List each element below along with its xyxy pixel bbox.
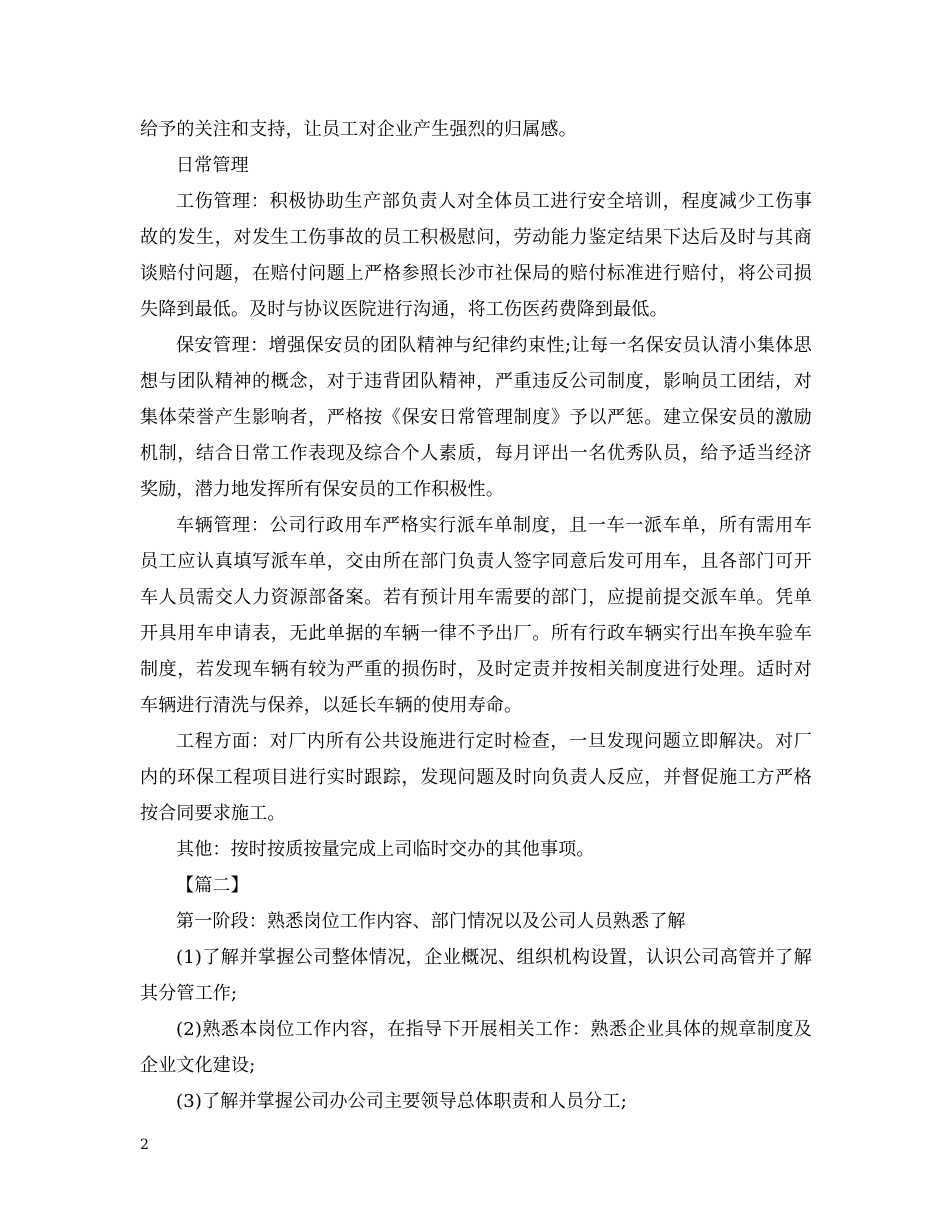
heading-daily-management: 日常管理 (176, 155, 249, 176)
list-item-3: (3)了解并掌握公司办公司主要领导总体职责和人员分工; (176, 1091, 627, 1112)
paragraph-injury-management: 工伤管理：积极协助生产部负责人对全体员工进行安全培训，程度减少工伤事故的发生，对发生工伤事故的员工积极慰问，劳动能力鉴定结果下达后及时与其商谈赔付问题，在赔付问题上严格参照长沙市社保局的赔付标准进行赔付，将公司损失降到最低。及时与协议医院进行沟通，将工伤医药费降到最低。 (140, 191, 812, 320)
list-item-2: (2)熟悉本岗位工作内容，在指导下开展相关工作：熟悉企业具体的规章制度及企业文化建设; (140, 1019, 812, 1076)
paragraph-engineering: 工程方面：对厂内所有公共设施进行定时检查，一旦发现问题立即解决。对厂内的环保工程项目进行实时跟踪，发现问题及时向负责人反应，并督促施工方严格按合同要求施工。 (140, 731, 812, 824)
document-body (140, 112, 812, 1120)
paragraph-stage-one: 第一阶段：熟悉岗位工作内容、部门情况以及公司人员熟悉了解 (176, 911, 686, 932)
section-heading-part-two: 【篇二】 (176, 875, 249, 896)
paragraph-other: 其他：按时按质按量完成上司临时交办的其他事项。 (176, 839, 595, 860)
page-number: 2 (140, 1137, 149, 1153)
list-item-1: (1)了解并掌握公司整体情况，企业概况、组织机构设置，认识公司高管并了解其分管工作; (140, 947, 812, 1004)
paragraph-vehicle-management: 车辆管理：公司行政用车严格实行派车单制度，且一车一派车单，所有需用车员工应认真填写派车单，交由所在部门负责人签字同意后发可用车，且各部门可开车人员需交人力资源部备案。若有预计用车需要的部门，应提前提交派车单。凭单开具用车申请表，无此单据的车辆一律不予出厂。所有行政车辆实行出车换车验车制度，若发现车辆有较为严重的损伤时，及时定责并按相关制度进行处理。适时对车辆进行清洗与保养，以延长车辆的使用寿命。 (140, 515, 812, 716)
paragraph-continuation: 给予的关注和支持，让员工对企业产生强烈的归属感。 (140, 119, 577, 140)
paragraph-security-management: 保安管理：增强保安员的团队精神与纪律约束性;让每一名保安员认清小集体思想与团队精神的概念，对于违背团队精神，严重违反公司制度，影响员工团结，对集体荣誉产生影响者，严格按《保安日常管理制度》予以严惩。建立保安员的激励机制，结合日常工作表现及综合个人素质，每月评出一名优秀队员，给予适当经济奖励，潜力地发挥所有保安员的工作积极性。 (140, 335, 812, 500)
